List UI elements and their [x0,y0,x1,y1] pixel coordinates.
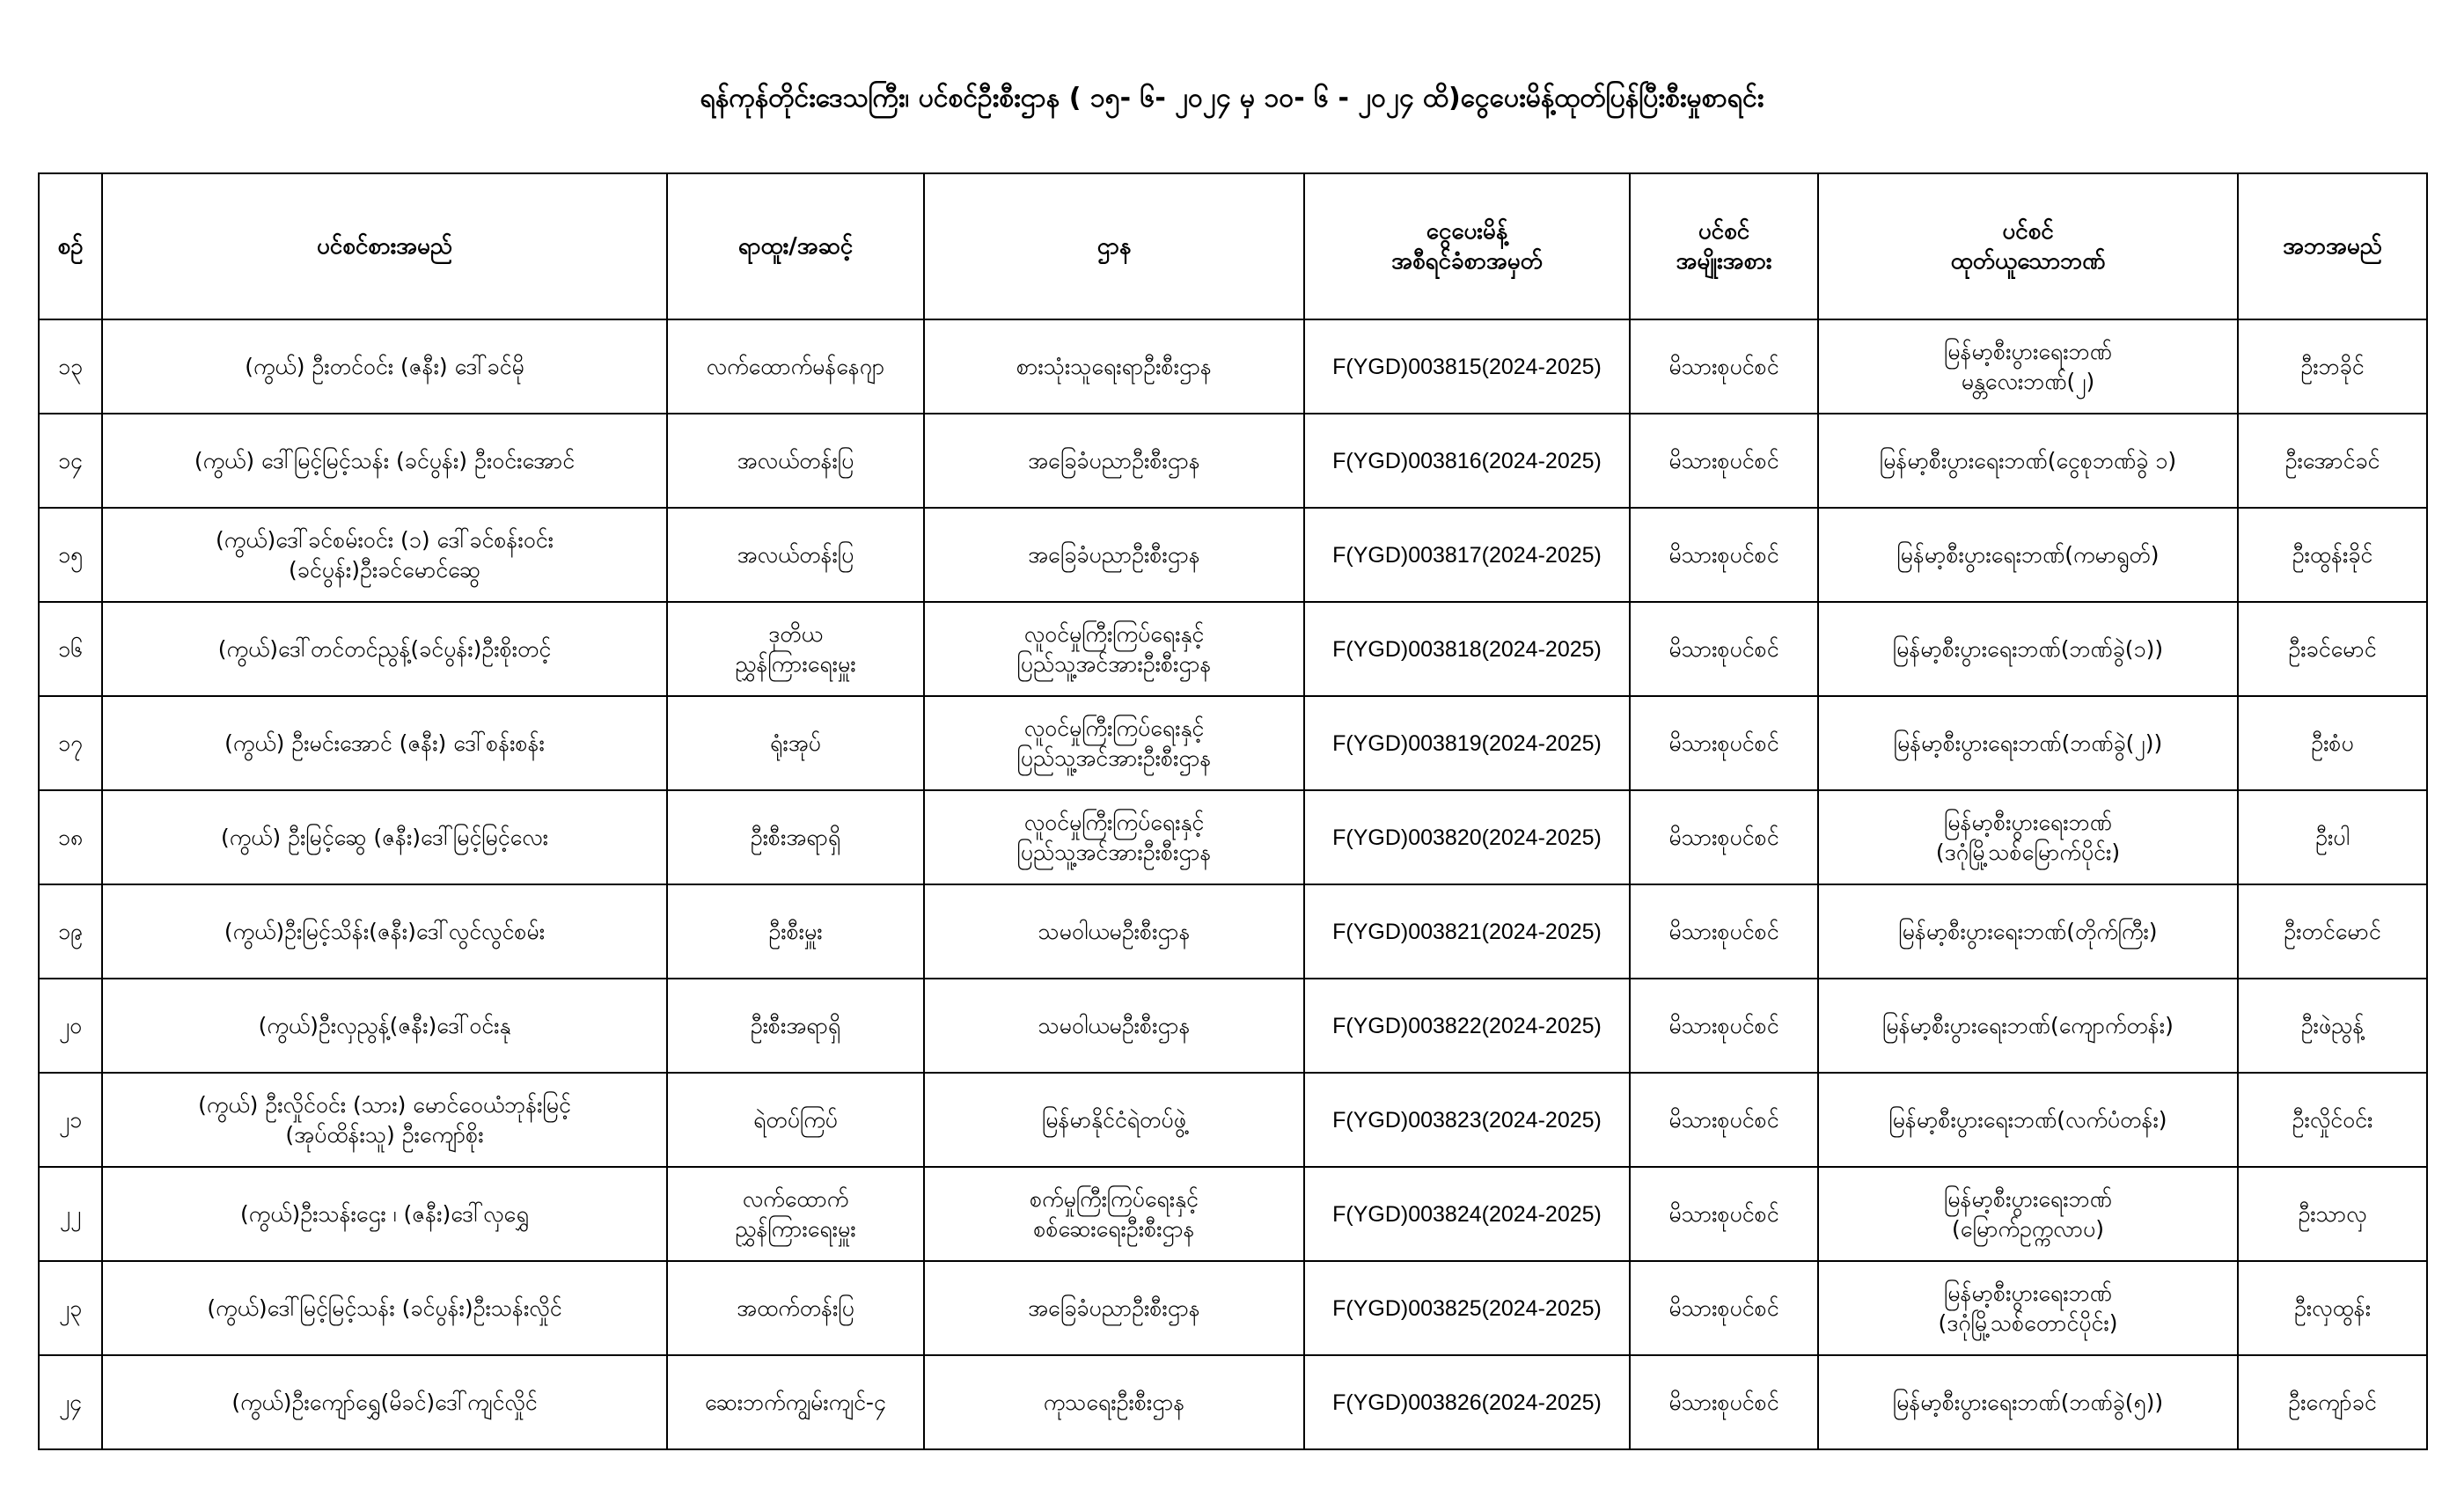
cell-department [924,1261,1304,1355]
cell-bank-line: မြန်မာ့စီးပွားရေးဘဏ်(ဘဏ်ခွဲ(၁)) [1892,635,2164,662]
cell-name-line: (အုပ်ထိန်းသူ) ဦးကျော်စိုး [285,1121,484,1148]
cell-bank-line: မြန်မာ့စီးပွားရေးဘဏ် [1944,1185,2112,1212]
header-clerk: အဘအမည် [2238,173,2427,319]
cell-bank-line: မြန်မာ့စီးပွားရေးဘဏ်(တိုက်ကြီး) [1898,918,2158,944]
cell-department [924,1355,1304,1449]
cell-type: မိသားစုပင်စင် [1630,696,1818,790]
cell-bank-line: မြန်မာ့စီးပွားရေးဘဏ်(ဘဏ်ခွဲ(၂)) [1893,730,2163,756]
cell-bank-line: မြန်မာ့စီးပွားရေးဘဏ် [1944,338,2112,364]
cell-name-line: (ကွယ်)ဒေါ်ခင်စမ်းဝင်း (၁) ဒေါ်ခင်စန်းဝင်း [216,526,554,553]
cell-bank [1818,1073,2238,1167]
cell-department [924,884,1304,979]
cell-name-line: (ခင်ပွန်း)ဦးခင်မောင်ဆွေ [289,556,480,583]
cell-bank [1818,602,2238,696]
cell-rank-line: လက်ထောက် [742,1185,849,1212]
cell-rank [667,884,924,979]
cell-department [924,508,1304,602]
cell-order-no: F(YGD)003820(2024-2025) [1304,790,1630,884]
cell-bank [1818,884,2238,979]
header-type-line2: အမျိုးအစား [1676,248,1772,275]
cell-type: မိသားစုပင်စင် [1630,979,1818,1073]
cell-department-line: လူဝင်မှုကြီးကြပ်ရေးနှင့် [1023,809,1205,835]
cell-bank-line: မြန်မာ့စီးပွားရေးဘဏ်(ဘဏ်ခွဲ(၅)) [1892,1389,2164,1415]
table-row [39,1261,2427,1355]
cell-bank [1818,979,2238,1073]
cell-bank-line: မန္တလေးဘဏ်(၂) [1961,368,2095,394]
cell-name [102,1167,667,1261]
cell-department-line: သမဝါယမဦးစီးဌာန [1038,1012,1191,1038]
cell-rank [667,319,924,414]
cell-department-line: သမဝါယမဦးစီးဌာန [1038,918,1191,944]
cell-type: မိသားစုပင်စင် [1630,1167,1818,1261]
cell-clerk: ဦးတင်မောင် [2238,884,2427,979]
cell-type: မိသားစုပင်စင် [1630,1261,1818,1355]
cell-name-line: (ကွယ်) ဒေါ်မြင့်မြင့်သန်း (ခင်ပွန်း) ဦးဝင်းအောင် [194,447,576,473]
header-no: စဉ် [39,173,102,319]
cell-no: ၁၆ [39,602,102,696]
table-body [39,319,2427,1449]
cell-department-line: ကုသရေးဦးစီးဌာန [1043,1389,1185,1415]
cell-type: မိသားစုပင်စင် [1630,508,1818,602]
cell-rank-line: ဦးစီးအရာရှိ [750,824,841,850]
cell-name-line: (ကွယ်)ဦးလှညွန့်(ဇနီး)ဒေါ်ဝင်းနု [258,1012,511,1038]
cell-name [102,884,667,979]
cell-bank-line: မြန်မာ့စီးပွားရေးဘဏ်(ကျောက်တန်း) [1882,1012,2174,1038]
cell-clerk: ဦးပါ [2238,790,2427,884]
cell-rank-line: လက်ထောက်မန်နေဂျာ [706,353,885,379]
cell-no: ၁၄ [39,414,102,508]
cell-order-no: F(YGD)003822(2024-2025) [1304,979,1630,1073]
cell-name-line: (ကွယ်) ဦးလှိုင်ဝင်း (သား) မောင်ဝေယံဘုန်းမြင့် [198,1091,571,1118]
cell-bank-line: မြန်မာ့စီးပွားရေးဘဏ်(လက်ပံတန်း) [1888,1106,2167,1133]
cell-rank [667,790,924,884]
cell-name-line: (ကွယ်) ဦးတင်ဝင်း (ဇနီး) ဒေါ်ခင်မို [245,353,524,379]
cell-name-line: (ကွယ်) ဦးမြင့်ဆွေ (ဇနီး)ဒေါ်မြင့်မြင့်လေး [220,824,549,850]
cell-order-no: F(YGD)003817(2024-2025) [1304,508,1630,602]
cell-bank [1818,414,2238,508]
cell-department-line: စက်မှုကြီးကြပ်ရေးနှင့် [1030,1185,1199,1212]
cell-order-no: F(YGD)003816(2024-2025) [1304,414,1630,508]
cell-order-no: F(YGD)003823(2024-2025) [1304,1073,1630,1167]
cell-name [102,979,667,1073]
cell-rank-line: ညွှန်ကြားရေးမှူး [735,1215,856,1242]
cell-department-line: မြန်မာနိုင်ငံရဲတပ်ဖွဲ့ [1042,1106,1186,1133]
pension-table [38,172,2428,1450]
cell-name-line: (ကွယ်)ဦးကျော်ရွှေ(မိခင်)ဒေါ်ကျင်လှိုင် [231,1389,538,1415]
table-row [39,1167,2427,1261]
cell-department-line: အခြေခံပညာဦးစီးဌာန [1028,1294,1200,1321]
table-row [39,790,2427,884]
cell-rank [667,508,924,602]
cell-clerk: ဦးစံပ [2238,696,2427,790]
header-order-no-line2: အစီရင်ခံစာအမှတ် [1391,248,1543,275]
table-row [39,979,2427,1073]
table-row [39,1355,2427,1449]
cell-bank [1818,1355,2238,1449]
header-bank [1818,173,2238,319]
document-title: ရန်ကုန်တိုင်းဒေသကြီး၊ ပင်စင်ဦးစီးဌာန ( ၁၅- ၆- ၂၀၂၄ မှ ၁၀- ၆ - ၂၀၂၄ ထိ)ငွေပေးမိန့်ထုတ်ပြန်ပြီးစီးမှုစာရင်း [700,83,1764,114]
cell-name-line: (ကွယ်)ဦးမြင့်သိန်း(ဇနီး)ဒေါ်လွင်လွင်စမ်း [224,918,546,944]
cell-rank-line: ဆေးဘက်ကျွမ်းကျင်-၄ [704,1389,887,1415]
cell-department-line: ပြည်သူ့အင်အားဦးစီးဌာန [1016,839,1212,865]
table-row [39,508,2427,602]
cell-clerk: ဦးခင်မောင် [2238,602,2427,696]
cell-clerk: ဦးအောင်ခင် [2238,414,2427,508]
cell-type: မိသားစုပင်စင် [1630,884,1818,979]
cell-name-line: (ကွယ်) ဦးမင်းအောင် (ဇနီး) ဒေါ်စန်းစန်း [224,730,545,756]
cell-bank [1818,319,2238,414]
cell-bank-line: (ဒဂုံမြို့သစ်တောင်ပိုင်း) [1938,1309,2118,1336]
cell-no: ၁၃ [39,319,102,414]
header-bank-line2: ထုတ်ယူသောဘဏ် [1950,248,2106,275]
cell-order-no: F(YGD)003818(2024-2025) [1304,602,1630,696]
cell-no: ၁၅ [39,508,102,602]
cell-rank-line: ရုံးအုပ် [770,730,821,756]
cell-name [102,1355,667,1449]
cell-name [102,319,667,414]
header-bank-line1: ပင်စင် [2002,218,2054,245]
cell-rank [667,602,924,696]
cell-bank-line: မြန်မာ့စီးပွားရေးဘဏ်(ကမာရွတ်) [1896,541,2160,568]
cell-name-line: (ကွယ်)ဒေါ်မြင့်မြင့်သန်း (ခင်ပွန်း)ဦးသန်းလှိုင် [207,1294,562,1321]
cell-rank-line: ညွှန်ကြားရေးမှူး [735,650,856,677]
cell-bank [1818,696,2238,790]
cell-order-no: F(YGD)003821(2024-2025) [1304,884,1630,979]
table-row [39,1073,2427,1167]
table-row [39,602,2427,696]
cell-department-line: လူဝင်မှုကြီးကြပ်ရေးနှင့် [1023,620,1205,647]
cell-name [102,602,667,696]
cell-department [924,319,1304,414]
cell-department-line: လူဝင်မှုကြီးကြပ်ရေးနှင့် [1023,715,1205,741]
cell-rank-line: အထက်တန်းပြ [737,1294,854,1321]
cell-type: မိသားစုပင်စင် [1630,319,1818,414]
cell-type: မိသားစုပင်စင် [1630,1073,1818,1167]
cell-rank [667,414,924,508]
header-type-line1: ပင်စင် [1698,218,1750,245]
cell-type: မိသားစုပင်စင် [1630,1355,1818,1449]
cell-bank [1818,1167,2238,1261]
cell-name-line: (ကွယ်)ဦးသန်းဌေး ၊ (ဇနီး)ဒေါ်လှရွှေ [240,1200,529,1227]
header-order-no-line1: ငွေပေးမိန့် [1426,218,1508,245]
cell-order-no: F(YGD)003826(2024-2025) [1304,1355,1630,1449]
cell-clerk: ဦးဖဲညွန့် [2238,979,2427,1073]
header-name: ပင်စင်စားအမည် [102,173,667,319]
table-row [39,884,2427,979]
cell-department [924,602,1304,696]
cell-bank-line: မြန်မာ့စီးပွားရေးဘဏ် [1944,809,2112,835]
cell-no: ၁၉ [39,884,102,979]
cell-order-no: F(YGD)003815(2024-2025) [1304,319,1630,414]
cell-department-line: ပြည်သူ့အင်အားဦးစီးဌာန [1016,650,1212,677]
cell-department [924,979,1304,1073]
cell-department [924,1073,1304,1167]
cell-name [102,508,667,602]
cell-department [924,696,1304,790]
cell-rank-line: ဒုတိယ [768,620,823,647]
cell-name [102,414,667,508]
cell-clerk: ဦးဘခိုင် [2238,319,2427,414]
cell-department [924,414,1304,508]
cell-rank-line: ရဲတပ်ကြပ် [753,1106,838,1133]
table-row [39,414,2427,508]
cell-name [102,790,667,884]
cell-clerk: ဦးလှိုင်ဝင်း [2238,1073,2427,1167]
header-row [39,173,2427,319]
cell-rank-line: ဦးစီးအရာရှိ [750,1012,841,1038]
cell-rank-line: အလယ်တန်းပြ [737,541,854,568]
cell-bank [1818,1261,2238,1355]
cell-bank-line: မြန်မာ့စီးပွားရေးဘဏ်(ငွေစုဘဏ်ခွဲ ၁) [1879,447,2177,473]
cell-rank-line: အလယ်တန်းပြ [737,447,854,473]
cell-clerk: ဦးထွန်းခိုင် [2238,508,2427,602]
cell-bank [1818,508,2238,602]
cell-name [102,1261,667,1355]
cell-no: ၂၁ [39,1073,102,1167]
cell-department-line: ပြည်သူ့အင်အားဦးစီးဌာန [1016,744,1212,771]
cell-order-no: F(YGD)003825(2024-2025) [1304,1261,1630,1355]
cell-department-line: အခြေခံပညာဦးစီးဌာန [1028,541,1200,568]
cell-rank [667,1167,924,1261]
cell-rank [667,979,924,1073]
cell-type: မိသားစုပင်စင် [1630,602,1818,696]
cell-type: မိသားစုပင်စင် [1630,414,1818,508]
cell-no: ၂၄ [39,1355,102,1449]
cell-clerk: ဦးသာလှ [2238,1167,2427,1261]
cell-name-line: (ကွယ်)ဒေါ်တင်တင်ညွန့်(ခင်ပွန်း)ဦးစိုးတင့် [217,635,552,662]
header-order-no [1304,173,1630,319]
cell-name [102,1073,667,1167]
cell-department [924,1167,1304,1261]
cell-rank [667,1355,924,1449]
cell-bank-line: (ဒဂုံမြို့သစ်မြောက်ပိုင်း) [1935,839,2121,865]
cell-name [102,696,667,790]
cell-no: ၂၃ [39,1261,102,1355]
header-rank: ရာထူး/အဆင့် [667,173,924,319]
cell-order-no: F(YGD)003824(2024-2025) [1304,1167,1630,1261]
cell-no: ၂၀ [39,979,102,1073]
cell-bank [1818,790,2238,884]
cell-rank-line: ဦးစီးမှူး [768,918,823,944]
cell-no: ၁၇ [39,696,102,790]
cell-bank-line: မြန်မာ့စီးပွားရေးဘဏ် [1944,1280,2112,1306]
cell-type: မိသားစုပင်စင် [1630,790,1818,884]
header-type [1630,173,1818,319]
header-department: ဌာန [924,173,1304,319]
cell-no: ၂၂ [39,1167,102,1261]
cell-department [924,790,1304,884]
cell-clerk: ဦးလှထွန်း [2238,1261,2427,1355]
cell-department-line: စစ်ဆေးရေးဦးစီးဌာန [1033,1215,1195,1242]
cell-order-no: F(YGD)003819(2024-2025) [1304,696,1630,790]
cell-department-line: အခြေခံပညာဦးစီးဌာန [1028,447,1200,473]
cell-department-line: စားသုံးသူရေးရာဦးစီးဌာန [1016,353,1212,379]
cell-rank [667,1073,924,1167]
cell-rank [667,1261,924,1355]
cell-no: ၁၈ [39,790,102,884]
cell-bank-line: (မြောက်ဥက္ကလာပ) [1951,1215,2105,1242]
cell-rank [667,696,924,790]
table-row [39,696,2427,790]
table-row [39,319,2427,414]
cell-clerk: ဦးကျော်ခင် [2238,1355,2427,1449]
